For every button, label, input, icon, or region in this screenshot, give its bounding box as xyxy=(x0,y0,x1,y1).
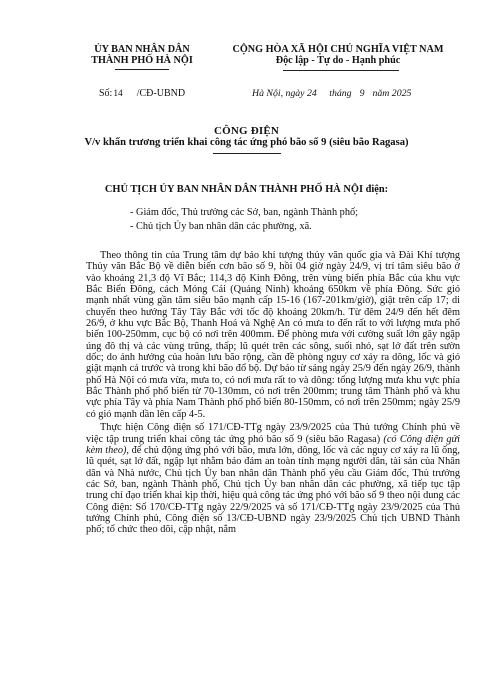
attachment-note: (có Công điện gửi kèm theo) xyxy=(86,433,460,456)
national-title: CỘNG HÒA XÃ HỘI CHỦ NGHĨA VIỆT NAM xyxy=(232,44,444,55)
paragraph-2-text-b: , để chủ động ứng phó với bão, mưa lớn, dông, lốc và các nguy cơ xảy ra lũ ống, lũ quét, sạt lở đất, ngập lụt nhằm bảo đảm an toàn tính mạng người dân, tài sản của Nhân dân và Nhà nước, Chủ tịch Ủy ban nhân dân Thành phố yêu cầu Giám đốc, Thủ trưởng các Sở, ban, ngành Thành phố, Chủ tịch Ủy ban nhân dân các phường, xã tiếp tục tập trung chỉ đạo triển khai kịp thời, hiệu quả công tác ứng phó với bão số 9 theo nội dung các Công điện: Số 170/CĐ-TTg ngày 22/9/2025 và số 171/CĐ-TTg ngày 23/9/2025 của Thủ tướng Chính phủ, Công điện số 13/CĐ-UBND ngày 23/9/2025 Chủ tịch UBND Thành phố; tổ chức theo dõi, cập nhật, nắm xyxy=(86,444,460,536)
date-month: 9 xyxy=(359,88,365,99)
date-month-label: tháng xyxy=(329,88,352,99)
issuing-org-line2: THÀNH PHỐ HÀ NỘI xyxy=(91,55,193,66)
document-body xyxy=(86,250,460,536)
body-paragraph-2 xyxy=(86,422,460,535)
doc-number-prefix: Số: xyxy=(99,88,113,99)
body-paragraph-1: Theo thông tin của Trung tâm dự báo khí tượng thủy văn quốc gia và Đài Khí tượng Thủy văn Bắc Bộ về diễn biến cơn bão số 9, hồi 04 giờ ngày 24/9, vị trí tâm siêu bão ở vào khoảng 21,3 độ Vĩ Bắc; 114,3 độ Kinh Đông, trên vùng biển phía Bắc của khu vực Bắc Biển Đông, cách Móng Cái (Quảng Ninh) khoảng 650km về phía Đông. Sức gió mạnh nhất vùng gần tâm siêu bão mạnh cấp 15-16 (167-201km/giờ), giật trên cấp 17; di chuyển theo hướng Tây Tây Bắc với tốc độ khoảng 20km/h. Từ đêm 24/9 đến hết đêm 26/9, ở khu vực Bắc Bộ, Thanh Hoá và Nghệ An có mưa to đến rất to với lượng mưa phổ biến 100-250mm, cục bộ có nơi trên 400mm. Để phòng mưa với cường suất lớn gây ngập úng đô thị và các vùng trũng, thấp; lũ quét trên các sông, suối nhỏ, sạt lở đất trên sườn dốc; do ảnh hưởng của hoàn lưu bão rộng, cần đề phòng nguy cơ xảy ra dông, lốc và gió giật mạnh cả trước và trong khi bão đổ bộ. Dự báo từ sáng ngày 25/9 đến ngày 26/9, thành phố Hà Nội có mưa vừa, mưa to, có nơi mưa rất to và dông: tổng lượng mưa khu vực phía Bắc Thành phố phổ biến từ 70-130mm, có nơi trên 200mm; trung tâm Thành phố và khu vực phía Tây và phía Nam Thành phố phổ biến 80-150mm, có nơi trên 250mm; ngày 25/9 có gió mạnh dần lên cấp 4-5. xyxy=(86,250,460,420)
org-underline xyxy=(115,69,169,70)
paragraph-2-text-a: Thực hiện Công điện số 171/CĐ-TTg ngày 23/9/2025 của Thủ tướng Chính phủ về việc tập trung triển khai công tác ứng phó bão số 9 (siêu bão Ragasa) xyxy=(86,422,460,445)
sender-line: CHỦ TỊCH ỦY BAN NHÂN DÂN THÀNH PHỐ HÀ NỘI điện: xyxy=(104,184,389,195)
recipient-item-1: - Giám đốc, Thủ trưởng các Sở, ban, ngành Thành phố; xyxy=(130,207,358,218)
subject-underline xyxy=(213,153,281,154)
date-prefix: Hà Nội, ngày xyxy=(252,88,305,99)
document-subject: V/v khẩn trương triển khai công tác ứng phó bão số 9 (siêu bão Ragasa) xyxy=(84,137,409,148)
recipient-item-2: - Chủ tịch Ủy ban nhân dân các phường, xã. xyxy=(130,221,312,232)
date-day: 24 xyxy=(306,88,317,99)
date-year: năm 2025 xyxy=(372,88,412,99)
motto-underline xyxy=(283,70,399,71)
doc-number-suffix: /CĐ-UBND xyxy=(136,88,186,99)
doc-number-value: 14 xyxy=(113,89,123,99)
document-number xyxy=(99,88,185,100)
issuing-org-line1: ỦY BAN NHÂN DÂN xyxy=(94,44,190,55)
document-heading: CÔNG ĐIỆN xyxy=(213,125,280,137)
issue-date xyxy=(252,88,411,99)
national-motto: Độc lập - Tự do - Hạnh phúc xyxy=(275,55,401,66)
